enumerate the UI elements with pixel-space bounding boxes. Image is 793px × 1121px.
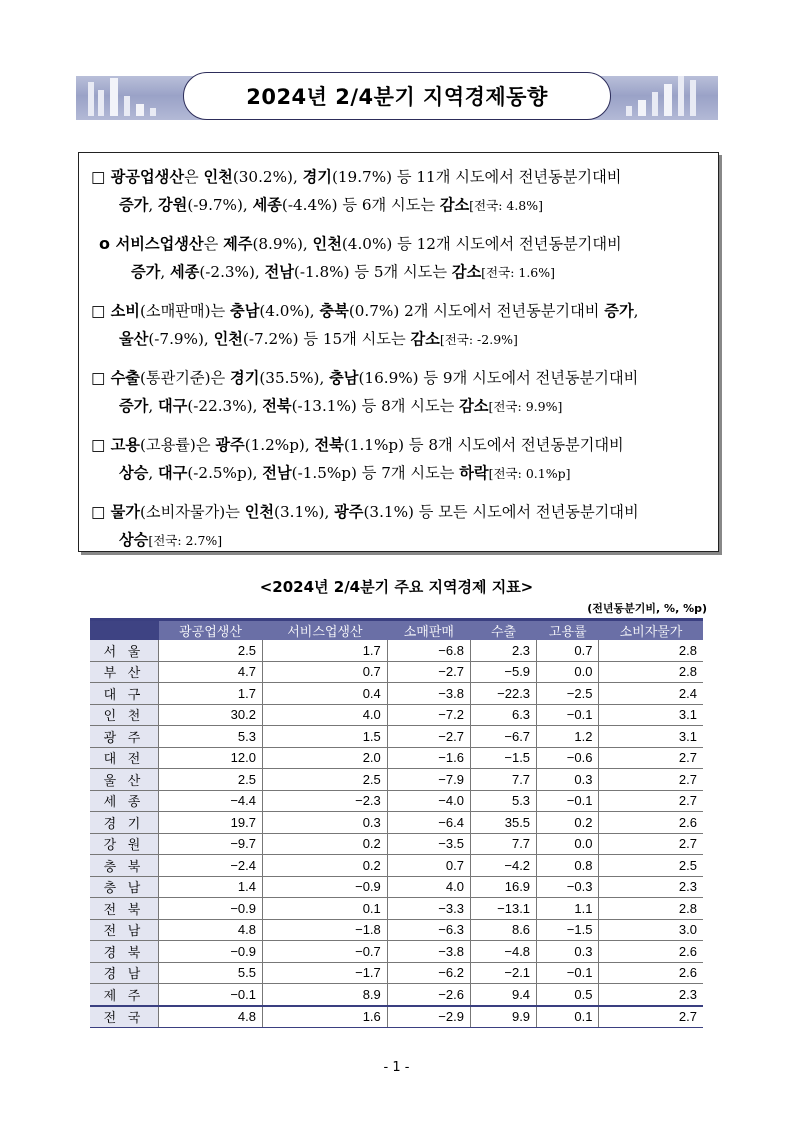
region-cell: 강 원: [90, 833, 159, 855]
summary-line: [91, 235, 622, 253]
summary-text: (1.1%p) 등 8개 시도에서 전년동분기대비: [343, 436, 624, 454]
indicator-table: [90, 618, 703, 1028]
region-cell: 대 전: [90, 747, 159, 769]
summary-text: (0.7%) 2개 시도에서 전년동분기대비: [348, 302, 605, 320]
bold-term: 충남: [329, 369, 359, 387]
bold-term: 전남: [264, 263, 294, 281]
summary-text: (-22.3%),: [187, 397, 263, 415]
value-cell: 0.7: [387, 855, 470, 877]
national-figure: [전국: 4.8%]: [469, 198, 544, 213]
summary-item: [91, 498, 706, 555]
bold-term: 전북: [314, 436, 344, 454]
checkbox-bullet-icon: □: [91, 302, 111, 320]
value-cell: −0.9: [159, 898, 263, 920]
summary-text: (8.9%),: [252, 235, 313, 253]
summary-text: ,: [148, 464, 158, 482]
circle-bullet-icon: o: [99, 234, 116, 253]
summary-text: (-1.5%p) 등 7개 시도는: [291, 464, 460, 482]
summary-text: (-2.5%p),: [187, 464, 263, 482]
summary-text: (30.2%),: [232, 168, 303, 186]
bold-term: 세종: [252, 196, 282, 214]
value-cell: 2.8: [599, 898, 703, 920]
table-row: [90, 898, 703, 920]
summary-text: ,: [148, 196, 158, 214]
value-cell: −9.7: [159, 833, 263, 855]
region-cell: 충 북: [90, 855, 159, 877]
summary-item: [91, 163, 706, 220]
bold-term: 하락: [459, 464, 489, 482]
value-cell: −22.3: [470, 683, 536, 705]
region-cell: 경 기: [90, 812, 159, 834]
table-row: [90, 790, 703, 812]
value-cell: 7.7: [470, 833, 536, 855]
value-cell: −6.4: [387, 812, 470, 834]
value-cell: 5.5: [159, 962, 263, 984]
value-cell: 0.2: [537, 812, 599, 834]
value-cell: −7.9: [387, 769, 470, 791]
bold-term: 수출: [110, 369, 140, 387]
summary-text: (35.5%),: [259, 369, 330, 387]
summary-text: (19.7%) 등 11개 시도에서 전년동분기대비: [331, 168, 622, 186]
table-row: [90, 747, 703, 769]
bold-term: 고용: [110, 436, 140, 454]
region-cell: 대 구: [90, 683, 159, 705]
column-header: 고용률: [537, 620, 599, 641]
column-header: 서비스업생산: [262, 620, 387, 641]
bold-term: 경기: [230, 369, 260, 387]
table-row: [90, 984, 703, 1006]
value-cell: 1.5: [262, 726, 387, 748]
value-cell: 4.0: [387, 876, 470, 898]
value-cell: 2.8: [599, 640, 703, 661]
summary-line: [91, 369, 638, 387]
summary-text: (3.1%) 등 모든 시도에서 전년동분기대비: [363, 503, 639, 521]
summary-item: [91, 297, 706, 354]
table-row: [90, 726, 703, 748]
summary-item: [91, 431, 706, 488]
table-row: [90, 876, 703, 898]
summary-line: [91, 503, 639, 521]
value-cell: 2.5: [262, 769, 387, 791]
value-cell: 2.0: [262, 747, 387, 769]
bold-term: 증가: [119, 196, 149, 214]
value-cell: 9.4: [470, 984, 536, 1006]
summary-text: (4.0%) 등 12개 시도에서 전년동분기대비: [341, 235, 622, 253]
value-cell: 6.3: [470, 704, 536, 726]
page-number: - 1 -: [383, 1060, 410, 1075]
column-header: [90, 620, 159, 641]
table-row: [90, 855, 703, 877]
bold-term: 전남: [262, 464, 292, 482]
value-cell: 0.0: [537, 661, 599, 683]
table-row: [90, 704, 703, 726]
bold-term: 강원: [158, 196, 188, 214]
value-cell: −2.1: [470, 962, 536, 984]
value-cell: −1.5: [470, 747, 536, 769]
table-row: [90, 661, 703, 683]
summary-text: (고용률)은: [139, 436, 216, 454]
table-title: <2024년 2/4분기 주요 지역경제 지표>: [259, 578, 534, 596]
value-cell: 2.6: [599, 962, 703, 984]
table-row: [90, 640, 703, 661]
summary-line: [91, 526, 706, 555]
value-cell: −1.7: [262, 962, 387, 984]
national-figure: [전국: 9.9%]: [488, 399, 563, 414]
bold-term: 인천: [312, 235, 342, 253]
value-cell: 19.7: [159, 812, 263, 834]
value-cell: 0.3: [537, 941, 599, 963]
summary-text: (3.1%),: [274, 503, 335, 521]
summary-line: [91, 392, 706, 421]
bold-term: 증가: [119, 397, 149, 415]
value-cell: 1.1: [537, 898, 599, 920]
value-cell: 0.4: [262, 683, 387, 705]
value-cell: −6.7: [470, 726, 536, 748]
value-cell: 0.0: [537, 833, 599, 855]
value-cell: −0.1: [537, 790, 599, 812]
value-cell: −3.8: [387, 683, 470, 705]
bold-term: 광주: [334, 503, 364, 521]
value-cell: 1.2: [537, 726, 599, 748]
region-cell: 충 남: [90, 876, 159, 898]
value-cell: 0.8: [537, 855, 599, 877]
value-cell: −6.3: [387, 919, 470, 941]
value-cell: 2.3: [599, 876, 703, 898]
value-cell: 0.3: [537, 769, 599, 791]
value-cell: 4.8: [159, 919, 263, 941]
summary-text: (-7.9%),: [148, 330, 214, 348]
value-cell: 1.4: [159, 876, 263, 898]
value-cell: 3.1: [599, 726, 703, 748]
value-cell: −6.2: [387, 962, 470, 984]
summary-subitem: [91, 230, 706, 287]
bold-term: 감소: [451, 263, 482, 281]
region-cell: 울 산: [90, 769, 159, 791]
summary-line: [91, 168, 621, 186]
bold-term: 물가: [110, 503, 140, 521]
value-cell: 2.7: [599, 790, 703, 812]
table-header-row: [90, 620, 703, 641]
table-unit: (전년동분기비, %, %p): [587, 602, 707, 615]
region-cell: 세 종: [90, 790, 159, 812]
value-cell: 2.4: [599, 683, 703, 705]
value-cell: 1.7: [262, 640, 387, 661]
bold-term: 제주: [223, 235, 253, 253]
value-cell: −0.9: [262, 876, 387, 898]
summary-text: (16.9%) 등 9개 시도에서 전년동분기대비: [358, 369, 639, 387]
summary-text: (-13.1%) 등 8개 시도는: [291, 397, 460, 415]
value-cell: 4.7: [159, 661, 263, 683]
bold-term: 인천: [244, 503, 275, 521]
bold-term: 상승: [119, 464, 149, 482]
value-cell: 3.1: [599, 704, 703, 726]
bold-term: 증가: [131, 263, 161, 281]
checkbox-bullet-icon: □: [91, 369, 111, 387]
bold-term: 충남: [230, 302, 260, 320]
summary-text: ,: [160, 263, 170, 281]
value-cell: 2.7: [599, 747, 703, 769]
title-banner: [76, 72, 718, 128]
region-cell: 전 북: [90, 898, 159, 920]
summary-line: [91, 325, 706, 354]
value-cell: 0.3: [262, 812, 387, 834]
value-cell: 30.2: [159, 704, 263, 726]
bold-term: 울산: [119, 330, 149, 348]
region-cell: 제 주: [90, 984, 159, 1006]
value-cell: −2.6: [387, 984, 470, 1006]
value-cell: 2.3: [470, 640, 536, 661]
value-cell: 2.6: [599, 941, 703, 963]
value-cell: −4.2: [470, 855, 536, 877]
bold-term: 충북: [319, 302, 349, 320]
bold-term: 감소: [459, 397, 489, 415]
national-figure: [전국: -2.9%]: [439, 332, 518, 347]
value-cell: 7.7: [470, 769, 536, 791]
bold-term: 소비: [110, 302, 140, 320]
value-cell: −13.1: [470, 898, 536, 920]
value-cell: 2.7: [599, 769, 703, 791]
value-cell: 5.3: [470, 790, 536, 812]
column-header: 광공업생산: [159, 620, 263, 641]
column-header: 소매판매: [387, 620, 470, 641]
value-cell: 1.6: [262, 1006, 387, 1028]
value-cell: −4.8: [470, 941, 536, 963]
value-cell: 4.8: [159, 1006, 263, 1028]
region-cell: 전 국: [90, 1006, 159, 1028]
summary-text: (-2.3%),: [199, 263, 265, 281]
value-cell: 2.5: [599, 855, 703, 877]
summary-line: [91, 258, 706, 287]
region-cell: 서 울: [90, 640, 159, 661]
table-row: [90, 919, 703, 941]
summary-text: (통관기준)은: [139, 369, 231, 387]
table-row: [90, 962, 703, 984]
region-cell: 경 남: [90, 962, 159, 984]
bold-term: 인천: [213, 330, 243, 348]
national-figure: [전국: 1.6%]: [481, 265, 556, 280]
summary-text: 은: [203, 235, 224, 253]
table-row: [90, 812, 703, 834]
value-cell: −5.9: [470, 661, 536, 683]
table-row: [90, 683, 703, 705]
value-cell: −1.8: [262, 919, 387, 941]
bold-term: 상승: [119, 531, 149, 549]
summary-line: [91, 302, 638, 320]
value-cell: 0.1: [537, 1006, 599, 1028]
value-cell: 2.8: [599, 661, 703, 683]
value-cell: 12.0: [159, 747, 263, 769]
value-cell: −2.7: [387, 661, 470, 683]
value-cell: −1.6: [387, 747, 470, 769]
region-cell: 전 남: [90, 919, 159, 941]
value-cell: 0.2: [262, 833, 387, 855]
value-cell: 0.5: [537, 984, 599, 1006]
value-cell: 2.5: [159, 640, 263, 661]
region-cell: 광 주: [90, 726, 159, 748]
bold-term: 증가: [604, 302, 634, 320]
bold-term: 경기: [302, 168, 332, 186]
value-cell: −4.4: [159, 790, 263, 812]
value-cell: −7.2: [387, 704, 470, 726]
summary-text: (-7.2%) 등 15개 시도는: [242, 330, 411, 348]
bar-graphic-left-icon: [80, 72, 184, 120]
summary-item: [91, 364, 706, 421]
table-row: [90, 769, 703, 791]
value-cell: −2.9: [387, 1006, 470, 1028]
table-row: [90, 833, 703, 855]
value-cell: −0.6: [537, 747, 599, 769]
value-cell: −3.8: [387, 941, 470, 963]
summary-text: (-4.4%) 등 6개 시도는: [281, 196, 440, 214]
region-cell: 부 산: [90, 661, 159, 683]
value-cell: 0.2: [262, 855, 387, 877]
table-total-row: [90, 1006, 703, 1028]
bar-graphic-right-icon: [606, 72, 710, 120]
value-cell: −0.3: [537, 876, 599, 898]
value-cell: −0.9: [159, 941, 263, 963]
bold-term: 서비스업생산: [115, 235, 204, 253]
value-cell: 16.9: [470, 876, 536, 898]
bold-term: 전북: [262, 397, 292, 415]
value-cell: 0.7: [537, 640, 599, 661]
bold-term: 인천: [203, 168, 233, 186]
summary-text: 은: [184, 168, 204, 186]
value-cell: −0.1: [159, 984, 263, 1006]
value-cell: −4.0: [387, 790, 470, 812]
value-cell: 2.3: [599, 984, 703, 1006]
checkbox-bullet-icon: □: [91, 436, 111, 454]
summary-text: (소비자물가)는: [139, 503, 245, 521]
value-cell: 2.5: [159, 769, 263, 791]
summary-text: (-9.7%),: [187, 196, 253, 214]
value-cell: 5.3: [159, 726, 263, 748]
region-cell: 경 북: [90, 941, 159, 963]
summary-text: (소매판매)는: [139, 302, 231, 320]
column-header: 소비자물가: [599, 620, 703, 641]
value-cell: 2.6: [599, 812, 703, 834]
value-cell: 8.6: [470, 919, 536, 941]
summary-text: ,: [633, 302, 639, 320]
summary-text: (1.2%p),: [244, 436, 315, 454]
national-figure: [전국: 0.1%p]: [488, 466, 571, 481]
summary-text: (-1.8%) 등 5개 시도는: [293, 263, 452, 281]
value-cell: −0.1: [537, 704, 599, 726]
summary-box: [78, 152, 719, 552]
bold-term: 대구: [158, 397, 188, 415]
checkbox-bullet-icon: □: [91, 503, 111, 521]
checkbox-bullet-icon: □: [91, 168, 111, 186]
table-row: [90, 941, 703, 963]
bold-term: 광공업생산: [110, 168, 184, 186]
value-cell: −2.5: [537, 683, 599, 705]
value-cell: −0.1: [537, 962, 599, 984]
value-cell: 0.7: [262, 661, 387, 683]
value-cell: 2.7: [599, 833, 703, 855]
value-cell: 4.0: [262, 704, 387, 726]
region-cell: 인 천: [90, 704, 159, 726]
value-cell: 9.9: [470, 1006, 536, 1028]
bold-term: 세종: [170, 263, 200, 281]
bold-term: 감소: [439, 196, 470, 214]
column-header: 수출: [470, 620, 536, 641]
value-cell: −6.8: [387, 640, 470, 661]
value-cell: −2.3: [262, 790, 387, 812]
value-cell: −3.3: [387, 898, 470, 920]
national-figure: [전국: 2.7%]: [148, 533, 223, 548]
value-cell: 35.5: [470, 812, 536, 834]
value-cell: −3.5: [387, 833, 470, 855]
bold-term: 광주: [215, 436, 245, 454]
value-cell: −0.7: [262, 941, 387, 963]
bold-term: 대구: [158, 464, 188, 482]
summary-line: [91, 436, 624, 454]
bold-term: 감소: [410, 330, 440, 348]
value-cell: −1.5: [537, 919, 599, 941]
value-cell: 3.0: [599, 919, 703, 941]
value-cell: 8.9: [262, 984, 387, 1006]
value-cell: 2.7: [599, 1006, 703, 1028]
summary-line: [91, 191, 706, 220]
summary-text: (4.0%),: [259, 302, 320, 320]
summary-text: ,: [148, 397, 158, 415]
value-cell: 1.7: [159, 683, 263, 705]
summary-line: [91, 459, 706, 488]
value-cell: −2.7: [387, 726, 470, 748]
value-cell: −2.4: [159, 855, 263, 877]
value-cell: 0.1: [262, 898, 387, 920]
page-title: 2024년 2/4분기 지역경제동향: [183, 72, 611, 120]
